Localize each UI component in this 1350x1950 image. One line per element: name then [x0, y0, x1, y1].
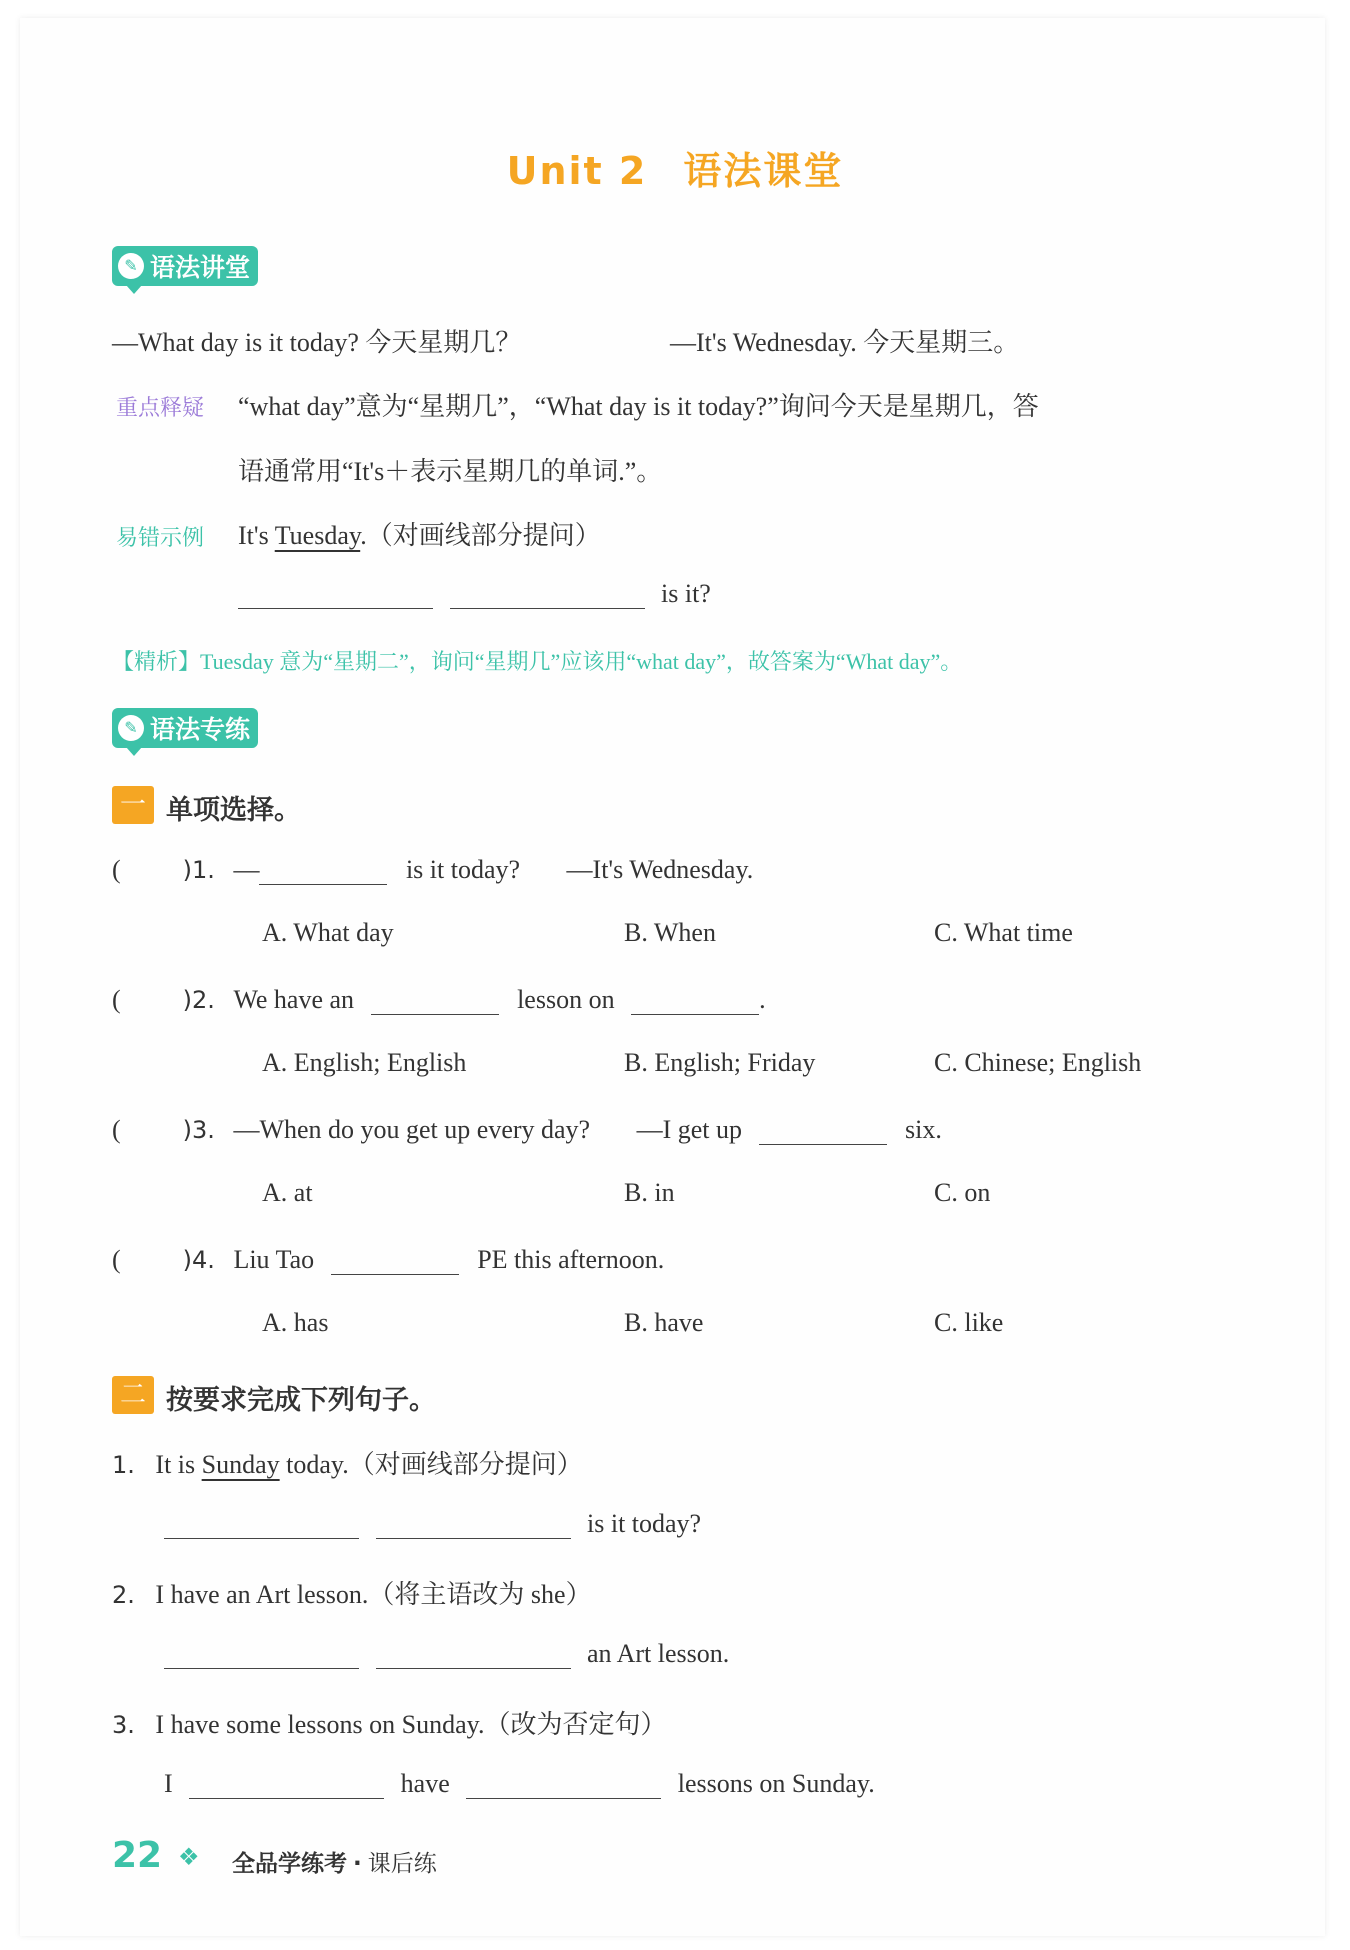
section-heading: 按要求完成下列句子。	[166, 1385, 436, 1416]
option-c[interactable]: C. on	[934, 1178, 991, 1207]
rewrite-answer-3: I have lessons on Sunday.	[164, 1769, 875, 1798]
question-3: ( )3. —When do you get up every day? —I get up six.	[112, 1115, 942, 1144]
speech-bubble-icon: ✎	[118, 253, 144, 279]
option-a[interactable]: A. has	[262, 1308, 329, 1337]
grammar-practice-badge	[112, 708, 258, 748]
rewrite-item-1: 1. It is Sunday today.（对画线部分提问）	[112, 1450, 583, 1479]
rewrite-answer-1: is it today?	[164, 1508, 701, 1539]
underlined-word: Sunday	[201, 1450, 280, 1479]
rewrite-answer-2: an Art lesson.	[164, 1638, 729, 1669]
error-example-sentence: It's Tuesday.（对画线部分提问）	[238, 521, 601, 550]
grammar-lecture-badge	[112, 246, 258, 286]
answer-paren-space[interactable]	[121, 1115, 183, 1145]
option-a[interactable]: A. What day	[262, 918, 394, 947]
answer-blank[interactable]	[238, 578, 433, 609]
rewrite-item-2: 2. I have an Art lesson.（将主语改为 she）	[112, 1580, 592, 1609]
answer-blank[interactable]	[164, 1638, 359, 1669]
option-c[interactable]: C. like	[934, 1308, 1004, 1337]
speech-bubble-icon: ✎	[118, 715, 144, 741]
answer-blank[interactable]	[631, 984, 759, 1015]
key-point-tag: 重点释疑	[116, 396, 205, 421]
page-title	[0, 140, 1350, 195]
option-a[interactable]: A. English; English	[262, 1048, 467, 1077]
answer-paren-space[interactable]	[121, 1245, 183, 1275]
answer-paren-space[interactable]	[121, 855, 183, 885]
example-question: —What day is it today? 今天星期几？	[112, 328, 522, 357]
answer-blank[interactable]	[466, 1768, 661, 1799]
question-1: ( )1. — is it today? —It's Wednesday.	[112, 855, 754, 884]
option-c[interactable]: C. Chinese; English	[934, 1048, 1142, 1077]
unit-label: Unit 2	[506, 149, 648, 193]
answer-blank[interactable]	[189, 1768, 384, 1799]
answer-blank[interactable]	[331, 1244, 459, 1275]
unit-name: 语法课堂	[683, 149, 844, 193]
question-2: ( )2. We have an lesson on .	[112, 985, 766, 1014]
example-answer: —It's Wednesday. 今天星期三。	[670, 328, 1020, 357]
answer-blank[interactable]	[371, 984, 499, 1015]
option-b[interactable]: B. in	[624, 1178, 675, 1207]
answer-blank[interactable]	[759, 1114, 887, 1145]
answer-blank[interactable]	[376, 1638, 571, 1669]
page-number: 22	[112, 1835, 163, 1876]
section-number-box: 二	[112, 1376, 154, 1414]
section-heading: 单项选择。	[166, 795, 301, 826]
question-4: ( )4. Liu Tao PE this afternoon.	[112, 1245, 665, 1274]
answer-blank[interactable]	[164, 1508, 359, 1539]
answer-blank[interactable]	[259, 854, 387, 885]
option-b[interactable]: B. have	[624, 1308, 704, 1337]
footer-brand: 全品学练考 · 课后练	[232, 1851, 437, 1877]
answer-blank[interactable]	[450, 578, 645, 609]
analysis-note: 【精析】Tuesday 意为“星期二”，询问“星期几”应该用“what day”，故答案为“What day”。	[112, 649, 963, 674]
answer-blank[interactable]	[376, 1508, 571, 1539]
answer-paren-space[interactable]	[121, 985, 183, 1015]
section-number-box: 一	[112, 786, 154, 824]
key-point-text-2: 语通常用“It's＋表示星期几的单词.”。	[238, 457, 663, 486]
clover-icon: ❖	[178, 1843, 200, 1871]
option-b[interactable]: B. When	[624, 918, 716, 947]
badge-label: 语法专练	[150, 715, 251, 744]
option-b[interactable]: B. English; Friday	[624, 1048, 816, 1077]
error-example-answer: is it?	[238, 578, 711, 609]
badge-label: 语法讲堂	[150, 253, 251, 282]
underlined-word: Tuesday	[274, 521, 361, 550]
option-a[interactable]: A. at	[262, 1178, 313, 1207]
key-point-text-1: “what day”意为“星期几”，“What day is it today?”询问今天是星期几，答	[238, 392, 1039, 421]
option-c[interactable]: C. What time	[934, 918, 1073, 947]
error-example-tag: 易错示例	[116, 526, 205, 551]
rewrite-item-3: 3. I have some lessons on Sunday.（改为否定句）	[112, 1710, 667, 1739]
